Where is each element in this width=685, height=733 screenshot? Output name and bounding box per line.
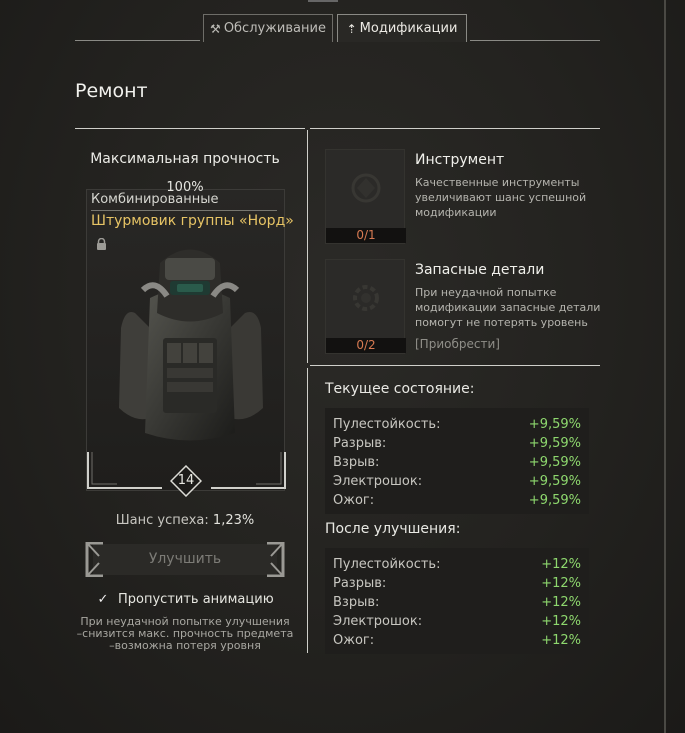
stat-row: [333, 417, 581, 436]
failure-warning: [75, 616, 295, 652]
warning-line: –возможна потеря уровня: [109, 639, 261, 652]
stat-row: [333, 595, 581, 614]
spare-parts-title: Запасные детали: [415, 262, 545, 278]
success-chance-label: Шанс успеха:: [115, 513, 209, 528]
tabs-underline: [470, 40, 600, 41]
item-category-divider: [91, 210, 277, 211]
armor-image: [115, 218, 265, 448]
spare-parts-description-line: модификации запасные детали: [415, 301, 601, 314]
stat-value: +12%: [541, 633, 581, 648]
stat-value: +12%: [541, 595, 581, 610]
stat-name: Пулестойкость:: [333, 557, 441, 572]
stat-name: Электрошок:: [333, 474, 423, 489]
page-title: Ремонт: [75, 80, 148, 102]
tool-slot[interactable]: [325, 149, 405, 244]
tabs-underline: [75, 40, 200, 41]
stat-row: [333, 557, 581, 576]
tab-modifications-label: Модификации: [359, 21, 458, 36]
item-name: Штурмовик группы «Норд»: [91, 213, 294, 229]
window-edge: [664, 0, 666, 733]
stat-value: +9,59%: [528, 455, 581, 470]
stat-value: +9,59%: [528, 436, 581, 451]
tool-placeholder-icon: [346, 168, 386, 208]
stat-name: Разрыв:: [333, 576, 387, 591]
item-level: 14: [177, 473, 195, 488]
stat-row: [333, 455, 581, 474]
warning-line: –снизится макс. прочность предмета: [76, 627, 294, 640]
spare-parts-slot[interactable]: [325, 259, 405, 354]
stat-name: Разрыв:: [333, 436, 387, 451]
tool-description: [415, 175, 605, 220]
tab-modifications[interactable]: [337, 14, 467, 42]
divider: [307, 130, 308, 363]
wrench-icon: ⚒: [210, 21, 221, 36]
max-durability-label: Максимальная прочность: [90, 151, 280, 167]
tool-description-line: Качественные инструменты: [415, 176, 580, 189]
stat-value: +12%: [541, 557, 581, 572]
stat-value: +9,59%: [528, 417, 581, 432]
tool-description-line: модификации: [415, 206, 497, 219]
stat-name: Ожог:: [333, 493, 375, 508]
current-state-title: Текущее состояние:: [325, 381, 475, 397]
lock-icon: [96, 238, 107, 250]
tab-service-label: Обслуживание: [223, 21, 326, 36]
success-chance-value: 1,23%: [212, 513, 255, 528]
success-chance: [75, 513, 295, 528]
divider: [310, 365, 600, 366]
tool-description-line: увеличивают шанс успешной: [415, 191, 587, 204]
tool-title: Инструмент: [415, 152, 505, 168]
current-state-table: [325, 408, 589, 514]
after-upgrade-table: [325, 548, 589, 654]
top-edge-hint: [308, 0, 338, 2]
upgrade-button[interactable]: Улучшить: [148, 551, 222, 567]
stat-value: +9,59%: [528, 474, 581, 489]
stat-row: [333, 436, 581, 455]
skip-animation-toggle[interactable]: [96, 592, 274, 607]
divider: [75, 128, 305, 129]
stat-name: Ожог:: [333, 633, 375, 648]
stat-name: Электрошок:: [333, 614, 423, 629]
upgrade-arrow-icon: ⇡: [346, 21, 357, 36]
stat-row: [333, 633, 581, 652]
spare-parts-description: [415, 285, 605, 330]
durability-value: 100%: [166, 180, 204, 195]
item-category: Комбинированные: [91, 192, 219, 207]
divider: [307, 368, 308, 653]
stat-value: +12%: [541, 614, 581, 629]
stat-name: Взрыв:: [333, 595, 380, 610]
spare-parts-count: 0/2: [326, 338, 406, 353]
stat-name: Пулестойкость:: [333, 417, 441, 432]
checkmark-icon[interactable]: ✓: [97, 592, 109, 607]
tab-service[interactable]: [203, 14, 333, 42]
warning-line: При неудачной попытке улучшения: [80, 615, 290, 628]
spare-parts-description-line: помогут не потерять уровень: [415, 316, 588, 329]
skip-animation-label: Пропустить анимацию: [118, 592, 274, 607]
item-card[interactable]: [86, 189, 294, 491]
stat-name: Взрыв:: [333, 455, 380, 470]
stat-row: [333, 576, 581, 595]
stat-row: [333, 474, 581, 493]
spare-parts-description-line: При неудачной попытке: [415, 286, 557, 299]
divider: [310, 128, 600, 129]
stat-row: [333, 614, 581, 633]
buy-spare-parts-link[interactable]: [Приобрести]: [415, 337, 500, 351]
stat-row: [333, 493, 581, 512]
tool-count: 0/1: [326, 228, 406, 243]
gear-icon: [346, 278, 386, 318]
after-upgrade-title: После улучшения:: [325, 521, 461, 537]
stat-value: +12%: [541, 576, 581, 591]
stat-value: +9,59%: [528, 493, 581, 508]
